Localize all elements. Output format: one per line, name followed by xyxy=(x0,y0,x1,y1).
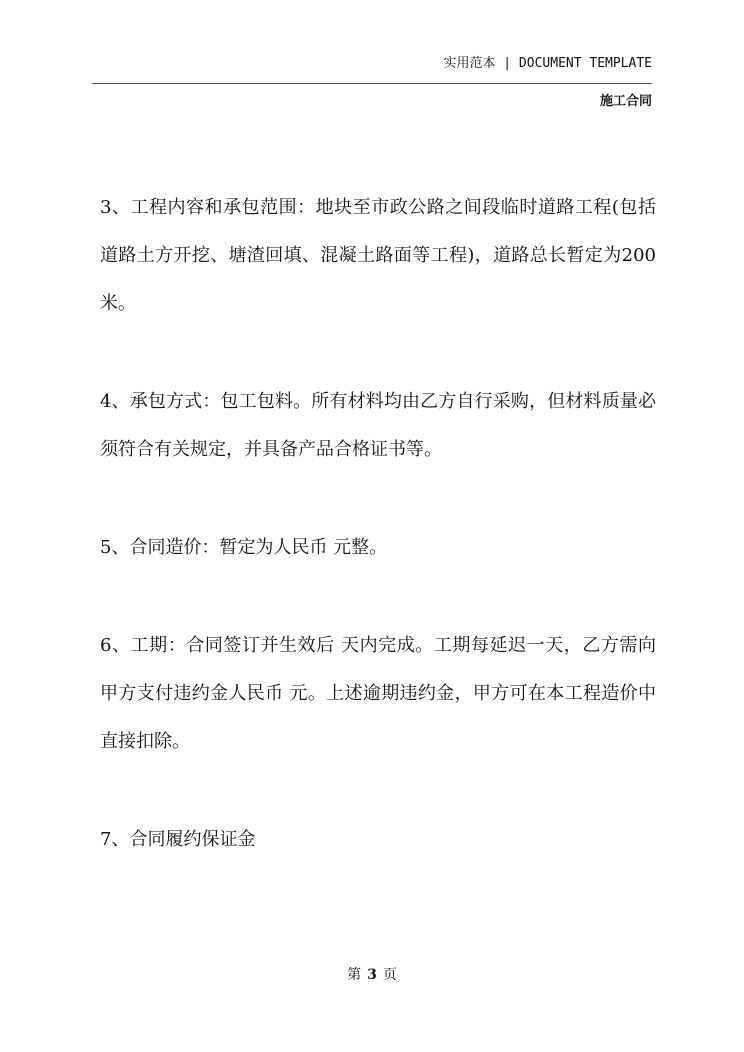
clause-5-paragraph: 5、合同造价：暂定为人民币 元整。 xyxy=(100,537,388,558)
header-subtitle: 施工合同 xyxy=(599,94,652,109)
page-footer xyxy=(0,964,744,984)
clause-6-paragraph: 6、工期：合同签订并生效后 天内完成。工期每延迟一天，乙方需向甲方支付违约金人民币 元。上述逾期违约金，甲方可在本工程造价中直接扣除。 xyxy=(100,635,656,752)
page-prefix: 第 xyxy=(347,967,362,983)
header-title: 实用范本 | DOCUMENT TEMPLATE xyxy=(443,56,652,71)
page-suffix: 页 xyxy=(382,967,397,983)
page-number: 3 xyxy=(367,967,377,983)
header-divider xyxy=(92,83,652,84)
clause-7-paragraph: 7、合同履约保证金 xyxy=(100,829,256,850)
document-body xyxy=(100,184,656,864)
clause-4-paragraph: 4、承包方式：包工包料。所有材料均由乙方自行采购，但材料质量必须符合有关规定，并具备产品合格证书等。 xyxy=(100,391,656,460)
clause-3-paragraph: 3、工程内容和承包范围：地块至市政公路之间段临时道路工程(包括道路土方开挖、塘渣回填、混凝土路面等工程)，道路总长暂定为200米。 xyxy=(100,197,656,314)
